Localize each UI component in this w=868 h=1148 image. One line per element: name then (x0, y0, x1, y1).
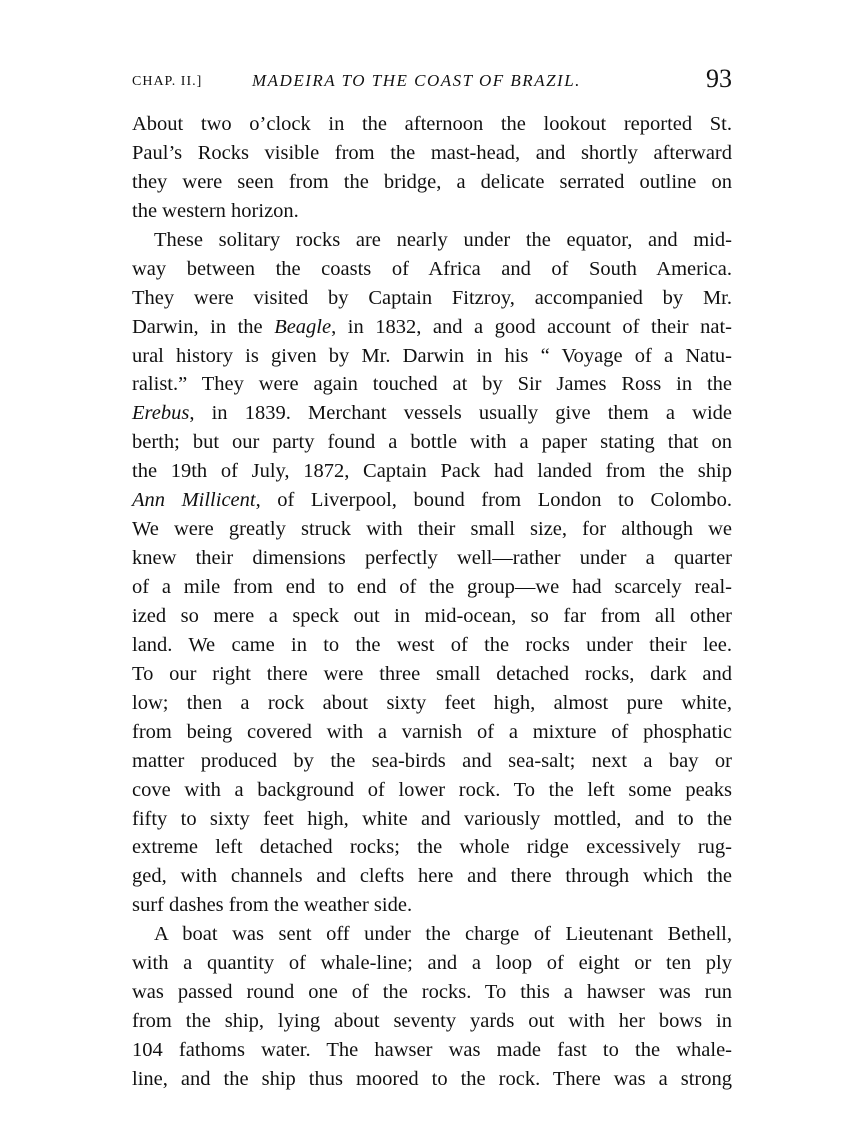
text-line: matter produced by the sea-birds and sea-salt; next a bay or (132, 749, 732, 772)
text-line: Paul’s Rocks visible from the mast-head, and shortly afterward (132, 141, 732, 164)
text-line: ized so mere a speck out in mid-ocean, so far from all other (132, 604, 732, 627)
text-line: was passed round one of the rocks. To this a hawser was run (132, 981, 732, 1004)
page-number: 93 (706, 64, 732, 93)
text-line: ural history is given by Mr. Darwin in his “ Voyage of a Natu- (132, 344, 732, 367)
ship-name-ann-millicent: Ann Millicent (132, 489, 256, 512)
text-line: surf dashes from the weather side. (132, 894, 413, 917)
text-segment: , of Liverpool, bound from London to Colombo. (255, 489, 732, 512)
text-line: They were visited by Captain Fitzroy, accompanied by Mr. (132, 286, 732, 309)
text-line: About two o’clock in the afternoon the lookout reported St. (132, 113, 732, 135)
text-segment: Darwin, in the (132, 315, 275, 338)
text-line: of a mile from end to end of the group—we had scarcely real- (132, 576, 732, 598)
text-line: ged, with channels and clefts here and there through which the (132, 865, 732, 888)
text-line: We were greatly struck with their small size, for although we (132, 518, 732, 541)
ship-name-erebus: Erebus (132, 402, 190, 425)
text-line: from the ship, lying about seventy yards out with her bows in (132, 1010, 732, 1033)
text-line: berth; but our party found a bottle with a paper stating that on (132, 431, 732, 454)
ship-name-beagle: Beagle (274, 315, 332, 338)
text-line: 104 fathoms water. The hawser was made fast to the whale- (132, 1039, 732, 1061)
text-line: way between the coasts of Africa and of South America. (132, 257, 732, 280)
page-header (132, 64, 732, 100)
text-segment: , in 1839. Merchant vessels usually give them a wide (189, 402, 732, 425)
text-line: the 19th of July, 1872, Captain Pack had landed from the ship (132, 460, 732, 483)
text-line: These solitary rocks are nearly under the equator, and mid- (154, 228, 732, 251)
running-title: MADEIRA TO THE COAST OF BRAZIL. (252, 71, 581, 90)
text-line: fifty to sixty feet high, white and variously mottled, and to the (132, 807, 732, 830)
chapter-label: CHAP. II.] (132, 74, 203, 89)
text-line (132, 399, 732, 428)
text-line: from being covered with a varnish of a mixture of phosphatic (132, 720, 732, 743)
text-segment: , in 1832, and a good account of their nat- (331, 315, 732, 338)
text-line: cove with a background of lower rock. To the left some peaks (132, 778, 732, 801)
text-line: line, and the ship thus moored to the rock. There was a strong (132, 1067, 732, 1090)
text-line (132, 486, 732, 515)
text-line: To our right there were three small detached rocks, dark and (132, 662, 732, 685)
text-line (132, 313, 732, 342)
text-line: extreme left detached rocks; the whole ridge excessively rug- (132, 836, 732, 859)
body-text (132, 110, 732, 1094)
text-line: the western horizon. (132, 199, 299, 222)
text-line: with a quantity of whale-line; and a loop of eight or ten ply (132, 952, 732, 975)
text-line: they were seen from the bridge, a delicate serrated outline on (132, 170, 732, 193)
text-line: A boat was sent off under the charge of Lieutenant Bethell, (154, 923, 732, 946)
text-line: low; then a rock about sixty feet high, almost pure white, (132, 691, 732, 714)
text-line: knew their dimensions perfectly well—rather under a quarter (132, 547, 732, 570)
text-line: ralist.” They were again touched at by Sir James Ross in the (132, 373, 732, 396)
text-line: land. We came in to the west of the rocks under their lee. (132, 633, 732, 656)
